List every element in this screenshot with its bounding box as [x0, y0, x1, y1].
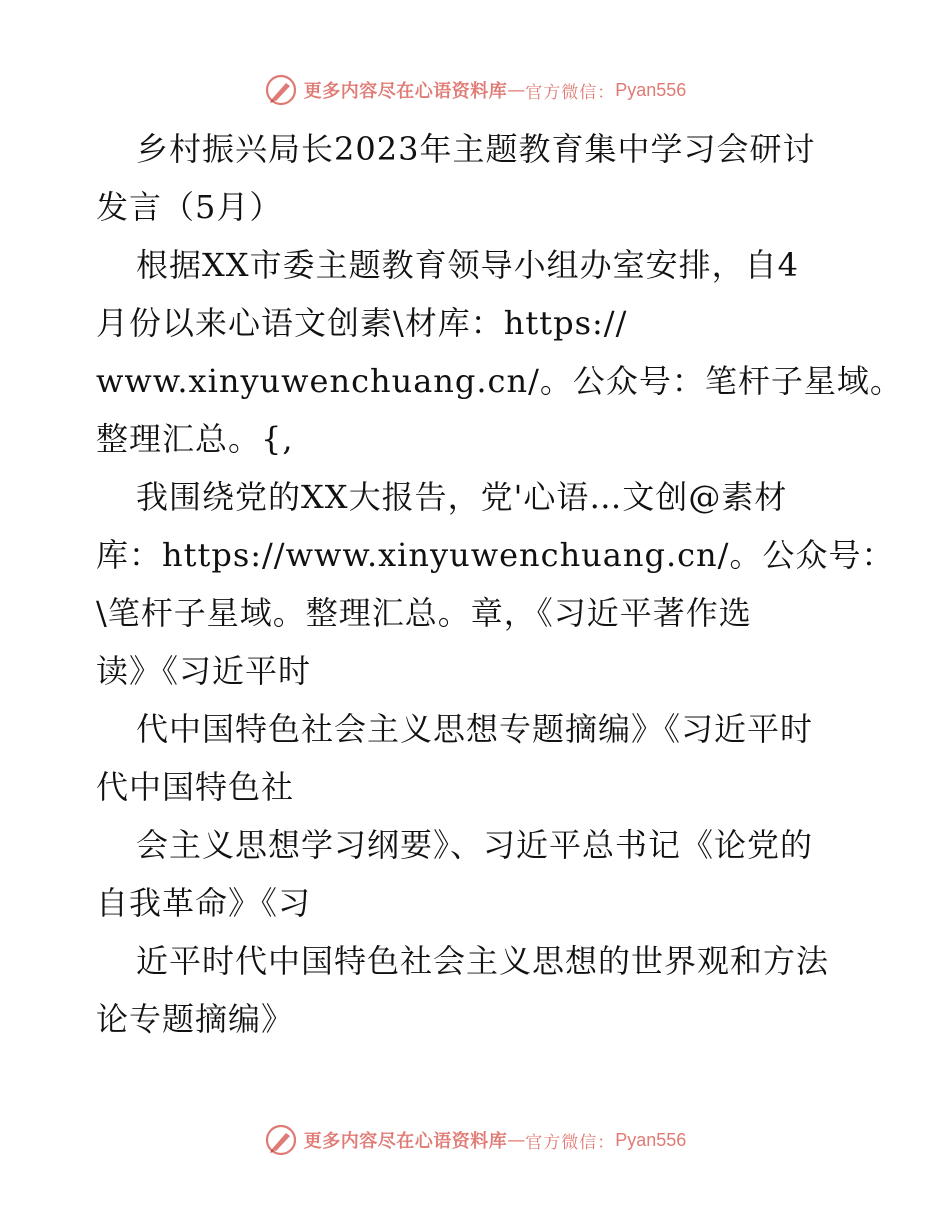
text-line: 月份以来心语文创素\材库：https:// — [96, 304, 628, 342]
text-line: \笔杆子星域。整理汇总。章，《习近平著作选 — [96, 594, 752, 632]
watermark-label: 官方微信： — [525, 1132, 616, 1153]
text-line: 会主义思想学习纲要》、习近平总书记《论党的 — [136, 826, 814, 864]
title-line-2: 发言（5月） — [96, 188, 283, 226]
text-line: 读》《习近平时 — [96, 652, 312, 690]
watermark-text: 更多内容尽在心语资料库 — [303, 1131, 508, 1152]
watermark-label: 官方微信： — [525, 82, 616, 103]
text-line: 我围绕党的XX大报告，党'心语…文创@素材 — [136, 478, 788, 516]
watermark-wechat-id: Pyan556 — [615, 79, 687, 100]
text-line: 整理汇总。{, — [96, 420, 294, 458]
footer-watermark — [0, 1120, 950, 1160]
text-line: 近平时代中国特色社会主义思想的世界观和方法 — [136, 942, 830, 980]
text-line: 库：https://www.xinyuwenchuang.cn/。公众号： — [96, 536, 895, 574]
watermark-separator: — — [507, 79, 526, 101]
watermark-wechat-id: Pyan556 — [615, 1129, 687, 1150]
title-line-1: 乡村振兴局长2023年主题教育集中学习会研讨 — [136, 130, 816, 168]
text-line: 论专题摘编》 — [96, 1000, 295, 1038]
text-line: 代中国特色社 — [96, 768, 295, 806]
header-watermark — [0, 70, 950, 110]
text-line: 根据XX市委主题教育领导小组办室安排，自4 — [136, 246, 799, 284]
text-line: 代中国特色社会主义思想专题摘编》《习近平时 — [136, 710, 814, 748]
watermark-text: 更多内容尽在心语资料库 — [303, 81, 508, 102]
pen-logo-icon — [264, 1123, 298, 1157]
pen-logo-icon — [264, 73, 298, 107]
text-line: 自我革命》《习 — [96, 884, 312, 922]
watermark-separator: — — [507, 1129, 526, 1151]
text-line: www.xinyuwenchuang.cn/。公众号：笔杆子星域。 — [96, 362, 903, 400]
document-body — [96, 120, 903, 1048]
